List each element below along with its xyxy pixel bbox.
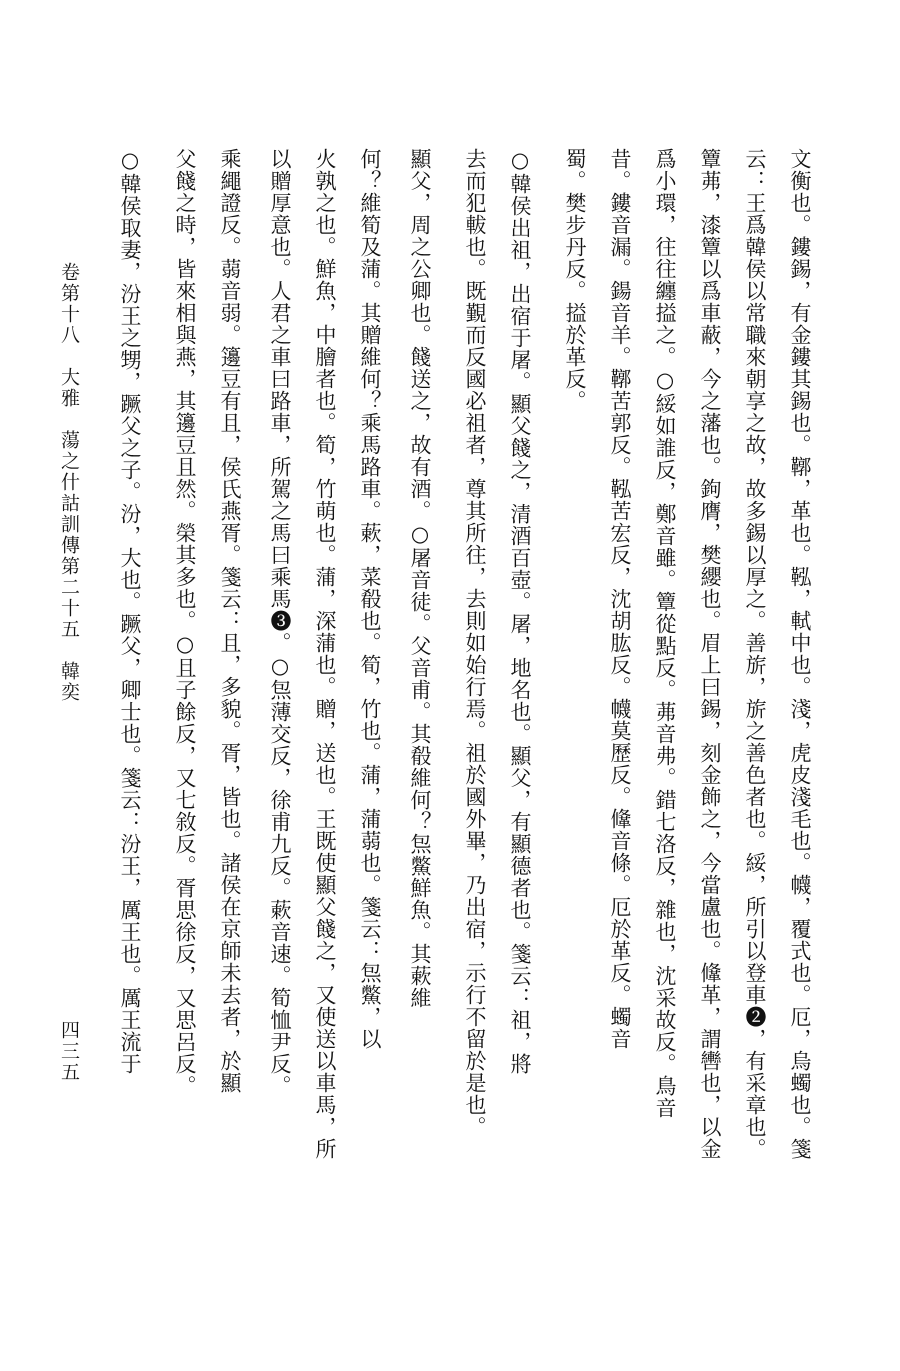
text-column-13: 乘繩證反。蒻音弱。籩豆有且，侯氏燕胥。箋云：且，多貌。胥，皆也。諸侯在京師未去者，於顯: [218, 148, 242, 1094]
text-column-6: 蜀。樊步丹反。搤於革反。: [563, 148, 587, 412]
page-number: 四三五: [58, 1020, 80, 1083]
text-column-8: 去而犯軷也。既覲而反國必祖者，尊其所往，去則如始行焉。祖於國外畢，乃出宿，示行不留於是也。: [463, 148, 487, 1138]
text-column-10: 何？維筍及蒲。其贈維何？乘馬路車。蔌，菜殽也。筍，竹也。蒲，蒲蒻也。箋云：炰鱉，以: [358, 148, 382, 1050]
running-header: 卷第十八 大雅 蕩之什詁訓傳第二十五 韓奕: [58, 262, 80, 703]
text-column-15: ○韓侯取妻，汾王之甥，蹶父之子。汾，大也。蹶父，卿士也。箋云：汾王，厲王也。厲王流于: [118, 148, 142, 1075]
text-column-2: 云：王爲韓侯以常職來朝享之故，故多錫以厚之。善旂，旂之善色者也。綏，所引以登車❷，有采章也。: [743, 148, 767, 1160]
text-column-5: 昔。鏤音漏。鍚音羊。鞹苦郭反。鞃苦宏反，沈胡肱反。幭莫歷反。鞗音條。厄於革反。蠋音: [608, 148, 632, 1050]
text-column-4: 爲小環，往往纏搤之。○綏如誰反，鄭音雖。簟從點反。茀音弗。錯七洛反，雜也，沈采故反。鳥音: [653, 148, 677, 1119]
text-column-9: 顯父，周之公卿也。餞送之，故有酒。○屠音徒。父音甫。其殽維何？炰鱉鮮魚。其蔌維: [408, 148, 432, 1009]
text-column-11: 火孰之也。鮮魚，中膾者也。筍，竹萌也。蒲，深蒲也。贈，送也。王既使顯父餞之，又使送以車馬，所: [313, 148, 337, 1160]
text-column-12: 以贈厚意也。人君之車曰路車，所駕之馬曰乘馬❸。○炰薄交反，徐甫九反。蔌音速。筍恤尹反。: [268, 148, 292, 1097]
text-column-3: 簟茀，漆簟以爲車蔽，今之藩也。鉤膺，樊纓也。眉上曰錫，刻金飾之，今當盧也。鞗革，謂轡也，以金: [698, 148, 722, 1160]
text-column-14: 父餞之時，皆來相與燕，其籩豆且然。榮其多也。○且子餘反，又七敘反。胥思徐反，又思呂反。: [173, 148, 197, 1097]
text-column-1: 文衡也。鏤錫，有金鏤其錫也。鞹，革也。鞃，軾中也。淺，虎皮淺毛也。幭，覆式也。厄，烏蠋也。箋: [788, 148, 812, 1160]
text-column-7: ○韓侯出祖，出宿于屠。顯父餞之，清酒百壺。屠，地名也。顯父，有顯德者也。箋云：祖，將: [508, 148, 532, 1075]
